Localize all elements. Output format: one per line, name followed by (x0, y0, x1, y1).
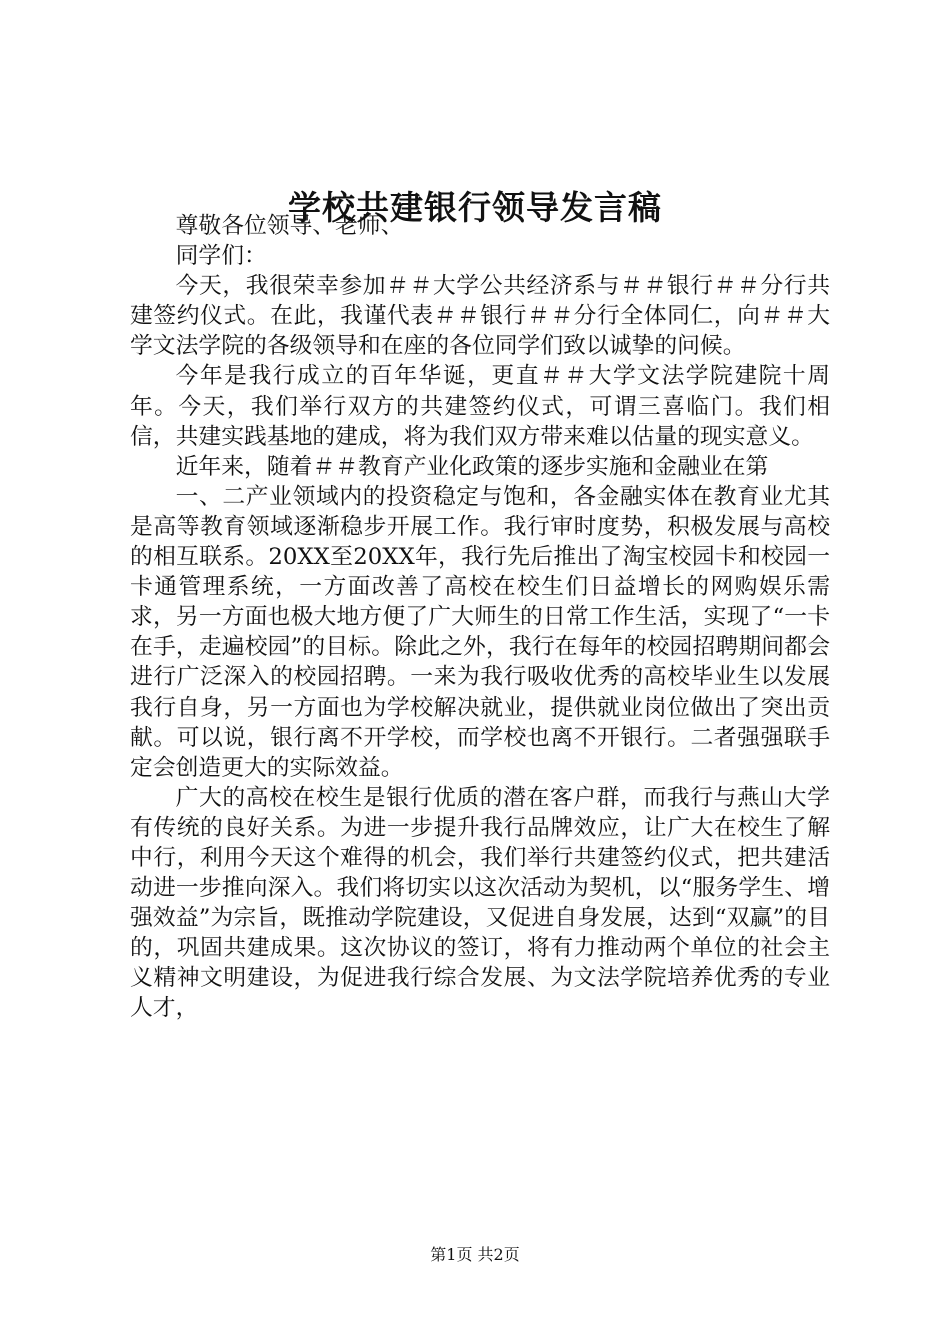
document-body (130, 211, 830, 1024)
page-number-footer: 第1页 共2页 (430, 1245, 520, 1264)
body-paragraph: 广大的高校在校生是银行优质的潜在客户群，而我行与燕山大学有传统的良好关系。为进一步提升我行品牌效应，让广大在校生了解中行，利用今天这个难得的机会，我们举行共建签约仪式，把共建活动进一步推向深入。我们将切实以这次活动为契机，以“服务学生、增强效益”为宗旨，既推动学院建设，又促进自身发展，达到“双赢”的目的，巩固共建成果。这次协议的签订，将有力推动两个单位的社会主义精神文明建设，为促进我行综合发展、为文法学院培养优秀的专业人才， (130, 784, 830, 1022)
salutation-line: 尊敬各位领导、老师、 (175, 213, 404, 239)
body-paragraph: 近年来，随着＃＃教育产业化政策的逐步实施和金融业在第 (175, 453, 769, 480)
body-paragraph: 今天，我很荣幸参加＃＃大学公共经济系与＃＃银行＃＃分行共建签约仪式。在此，我谨代表＃＃银行＃＃分行全体同仁，向＃＃大学文法学院的各级领导和在座的各位同学们致以诚挚的问候。 (130, 273, 830, 360)
body-paragraph: 一、二产业领域内的投资稳定与饱和，各金融实体在教育业尤其是高等教育领域逐渐稳步开展工作。我行审时度势，积极发展与高校的相互联系。20XX至20XX年，我行先后推出了淘宝校园卡和校园一卡通管理系统，一方面改善了高校在校生们日益增长的网购娱乐需求，另一方面也极大地方便了广大师生的日常工作生活，实现了“一卡在手，走遍校园”的目标。除此之外，我行在每年的校园招聘期间都会进行广泛深入的校园招聘。一来为我行吸收优秀的高校毕业生以发展我行自身，另一方面也为学校解决就业，提供就业岗位做出了突出贡献。可以说，银行离不开学校，而学校也离不开银行。二者强强联手定会创造更大的实际效益。 (130, 483, 830, 781)
salutation-line: 同学们： (175, 243, 267, 270)
page-title: 学校共建银行领导发言稿 (288, 188, 662, 227)
body-paragraph: 今年是我行成立的百年华诞，更直＃＃大学文法学院建院十周年。今天，我们举行双方的共建签约仪式，可谓三喜临门。我们相信，共建实践基地的建成，将为我们双方带来难以估量的现实意义。 (130, 363, 830, 450)
